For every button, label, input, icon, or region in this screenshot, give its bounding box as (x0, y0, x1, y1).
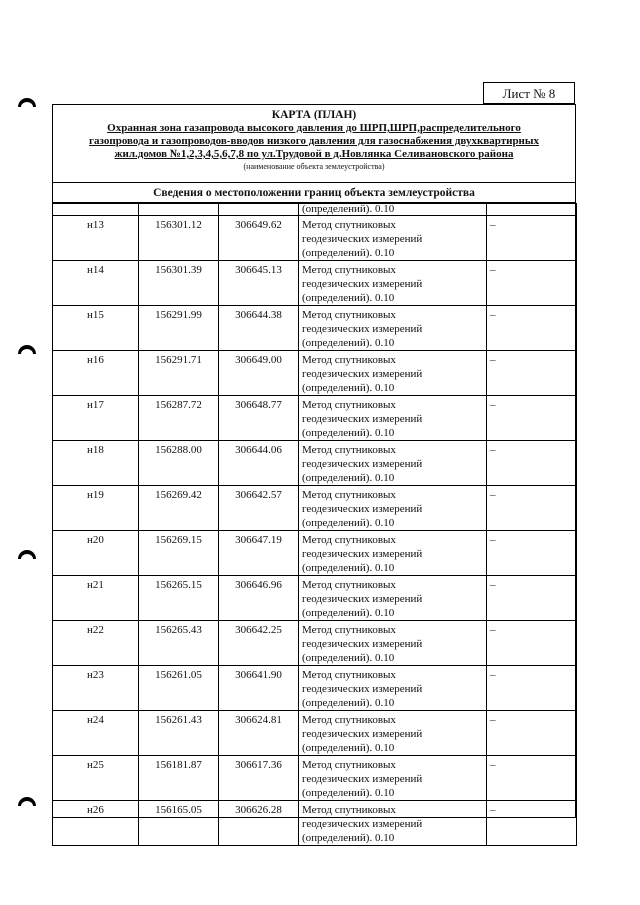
method-line: геодезических измерений (302, 638, 423, 650)
x-coordinate-cell: 156288.00 (139, 441, 219, 486)
method-line: Метод спутниковых (302, 444, 396, 456)
method-cell (299, 711, 487, 756)
x-coordinate-cell: 156287.72 (139, 396, 219, 441)
y-coordinate-cell: 306624.81 (219, 711, 299, 756)
y-coordinate-cell: 306649.00 (219, 351, 299, 396)
object-name-caption: (наименование объекта землеустройства) (243, 162, 385, 171)
document-frame (52, 104, 576, 844)
table-cell (139, 204, 219, 216)
method-cell (299, 486, 487, 531)
method-line: (определений). 0.10 (302, 427, 395, 439)
object-name-line: газопровода и газопроводов-вводов низкого давления для газоснабжения двухквартирных (89, 135, 539, 147)
method-line: Метод спутниковых (302, 354, 396, 366)
method-line: (определений). 0.10 (302, 247, 395, 259)
sheet-number: Лист № 8 (502, 86, 556, 101)
method-line: (определений). 0.10 (302, 697, 395, 709)
table-row (53, 216, 577, 261)
note-cell: – (487, 666, 577, 711)
method-line: геодезических измерений (302, 233, 423, 245)
note-cell: – (487, 261, 577, 306)
x-coordinate-cell: 156301.39 (139, 261, 219, 306)
y-coordinate-cell: 306648.77 (219, 396, 299, 441)
table-row (53, 531, 577, 576)
y-coordinate-cell: 306617.36 (219, 756, 299, 801)
method-line: Метод спутниковых (302, 219, 396, 231)
method-line: Метод спутниковых (302, 264, 396, 276)
point-name-cell: н25 (53, 756, 139, 801)
table-cell (219, 204, 299, 216)
x-coordinate-cell: 156165.05 (139, 801, 219, 846)
note-cell: – (487, 486, 577, 531)
method-line: (определений). 0.10 (302, 382, 395, 394)
note-cell: – (487, 396, 577, 441)
method-line: Метод спутниковых (302, 804, 396, 816)
method-line: Метод спутниковых (302, 669, 396, 681)
document-title: КАРТА (ПЛАН) (271, 109, 357, 121)
note-cell: – (487, 711, 577, 756)
method-line: геодезических измерений (302, 818, 423, 830)
method-line: геодезических измерений (302, 278, 423, 290)
table-row (53, 351, 577, 396)
x-coordinate-cell: 156181.87 (139, 756, 219, 801)
punch-hole-mark (18, 345, 36, 354)
y-coordinate-cell: 306647.19 (219, 531, 299, 576)
method-line: (определений). 0.10 (302, 472, 395, 484)
note-cell: – (487, 306, 577, 351)
note-cell: – (487, 216, 577, 261)
point-name-cell: н20 (53, 531, 139, 576)
object-name-line: жил.домов №1,2,3,4,5,6,7,8 по ул.Трудовой в д.Новлянка Селивановского района (114, 148, 514, 160)
method-line: (определений). 0.10 (302, 517, 395, 529)
note-cell: – (487, 756, 577, 801)
method-cell (299, 666, 487, 711)
note-cell: – (487, 531, 577, 576)
y-coordinate-cell: 306641.90 (219, 666, 299, 711)
x-coordinate-cell: 156301.12 (139, 216, 219, 261)
table-row (53, 486, 577, 531)
method-line: (определений). 0.10 (302, 742, 395, 754)
document-header (53, 109, 575, 183)
y-coordinate-cell: 306644.38 (219, 306, 299, 351)
note-cell: – (487, 801, 577, 846)
method-line: (определений). 0.10 (302, 562, 395, 574)
y-coordinate-cell: 306644.06 (219, 441, 299, 486)
method-line: Метод спутниковых (302, 534, 396, 546)
x-coordinate-cell: 156269.42 (139, 486, 219, 531)
table-cell (487, 204, 577, 216)
y-coordinate-cell: 306642.57 (219, 486, 299, 531)
method-line: Метод спутниковых (302, 579, 396, 591)
table-row (53, 756, 577, 801)
table-row (53, 711, 577, 756)
note-cell: – (487, 351, 577, 396)
method-cell (299, 576, 487, 621)
punch-hole-mark (18, 550, 36, 559)
note-cell: – (487, 576, 577, 621)
table-row (53, 306, 577, 351)
boundary-coordinates-table (52, 203, 577, 846)
sheet-number-box (483, 82, 575, 104)
method-cell (299, 306, 487, 351)
method-cell: (определений). 0.10 (299, 204, 487, 216)
method-line: геодезических измерений (302, 458, 423, 470)
method-line: Метод спутниковых (302, 624, 396, 636)
point-name-cell: н14 (53, 261, 139, 306)
method-line: геодезических измерений (302, 773, 423, 785)
method-line: Метод спутниковых (302, 399, 396, 411)
punch-hole-mark (18, 98, 36, 107)
point-name-cell: н19 (53, 486, 139, 531)
y-coordinate-cell: 306646.96 (219, 576, 299, 621)
method-line: (определений). 0.10 (302, 787, 395, 799)
x-coordinate-cell: 156265.15 (139, 576, 219, 621)
x-coordinate-cell: 156291.99 (139, 306, 219, 351)
method-line: (определений). 0.10 (302, 652, 395, 664)
x-coordinate-cell: 156261.43 (139, 711, 219, 756)
method-line: Метод спутниковых (302, 759, 396, 771)
y-coordinate-cell: 306645.13 (219, 261, 299, 306)
method-line: геодезических измерений (302, 548, 423, 560)
method-line: геодезических измерений (302, 728, 423, 740)
method-line: (определений). 0.10 (302, 832, 395, 844)
x-coordinate-cell: 156265.43 (139, 621, 219, 666)
point-name-cell: н15 (53, 306, 139, 351)
point-name-cell: н22 (53, 621, 139, 666)
table-row (53, 396, 577, 441)
section-title: Сведения о местоположении границ объекта землеустройства (53, 183, 575, 203)
x-coordinate-cell: 156291.71 (139, 351, 219, 396)
method-cell (299, 756, 487, 801)
punch-hole-mark (18, 797, 36, 806)
point-name-cell: н18 (53, 441, 139, 486)
table-row (53, 441, 577, 486)
method-cell (299, 261, 487, 306)
y-coordinate-cell: 306626.28 (219, 801, 299, 846)
method-cell (299, 621, 487, 666)
point-name-cell: н23 (53, 666, 139, 711)
method-line: (определений). 0.10 (302, 292, 395, 304)
point-name-cell: н21 (53, 576, 139, 621)
table-cell (53, 204, 139, 216)
point-name-cell: н13 (53, 216, 139, 261)
method-line: геодезических измерений (302, 593, 423, 605)
method-cell (299, 351, 487, 396)
method-line: (определений). 0.10 (302, 607, 395, 619)
point-name-cell: н24 (53, 711, 139, 756)
object-name-line: Охранная зона газапровода высокого давления до ШРП,ШРП,распределительного (107, 122, 521, 134)
x-coordinate-cell: 156269.15 (139, 531, 219, 576)
table-row (53, 261, 577, 306)
table-row-continuation (53, 204, 577, 216)
point-name-cell: н26 (53, 801, 139, 846)
method-cell (299, 801, 487, 846)
method-cell (299, 396, 487, 441)
table-row (53, 801, 577, 846)
y-coordinate-cell: 306649.62 (219, 216, 299, 261)
method-line: геодезических измерений (302, 368, 423, 380)
method-line: Метод спутниковых (302, 309, 396, 321)
point-name-cell: н16 (53, 351, 139, 396)
x-coordinate-cell: 156261.05 (139, 666, 219, 711)
method-cell (299, 531, 487, 576)
table-row (53, 621, 577, 666)
y-coordinate-cell: 306642.25 (219, 621, 299, 666)
note-cell: – (487, 621, 577, 666)
method-line: Метод спутниковых (302, 714, 396, 726)
method-cell (299, 441, 487, 486)
method-line: геодезических измерений (302, 503, 423, 515)
table-body (53, 204, 577, 846)
method-line: геодезических измерений (302, 323, 423, 335)
method-line: геодезических измерений (302, 413, 423, 425)
method-line: Метод спутниковых (302, 489, 396, 501)
note-cell: – (487, 441, 577, 486)
method-line: (определений). 0.10 (302, 337, 395, 349)
method-line: геодезических измерений (302, 683, 423, 695)
table-row (53, 666, 577, 711)
point-name-cell: н17 (53, 396, 139, 441)
method-cell (299, 216, 487, 261)
table-row (53, 576, 577, 621)
